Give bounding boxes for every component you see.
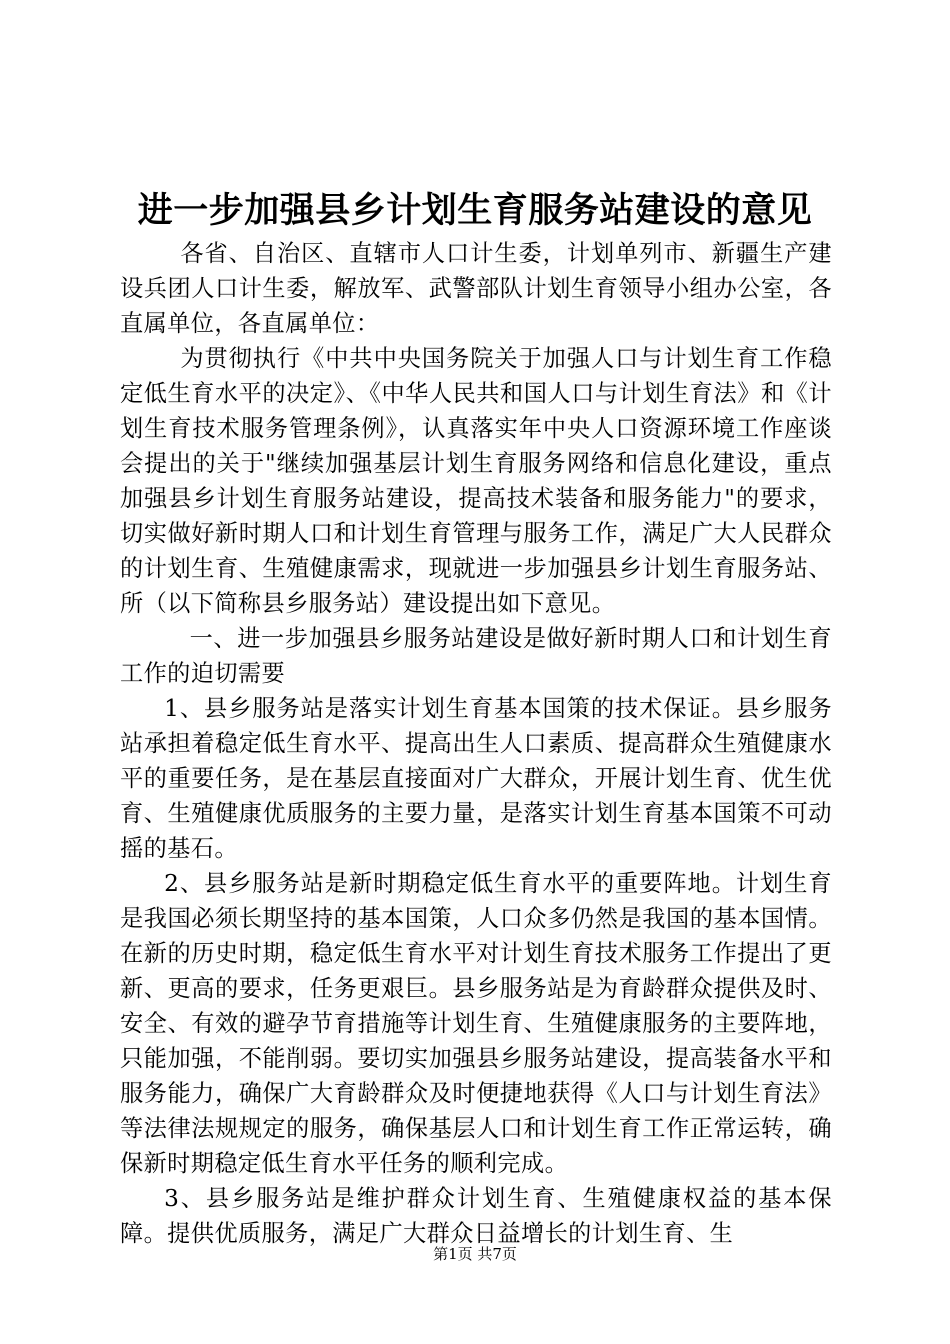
document-title: 进一步加强县乡计划生育服务站建设的意见 bbox=[137, 190, 813, 231]
section-heading-1: 一、进一步加强县乡服务站建设是做好新时期人口和计划生育工作的迫切需要 bbox=[120, 625, 832, 687]
paragraph-item-2: 2、县乡服务站是新时期稳定低生育水平的重要阵地。计划生育是我国必须长期坚持的基本国策，人口众多仍然是我国的基本国情。在新的历史时期，稳定低生育水平对计划生育技术服务工作提出了更新、更高的要求，任务更艰巨。县乡服务站是为育龄群众提供及时、安全、有效的避孕节育措施等计划生育、生殖健康服务的主要阵地，只能加强，不能削弱。要切实加强县乡服务站建设，提高装备水平和服务能力，确保广大育龄群众及时便捷地获得《人口与计划生育法》等法律法规规定的服务，确保基层人口和计划生育工作正常运转，确保新时期稳定低生育水平任务的顺利完成。 bbox=[120, 870, 832, 1177]
paragraph-item-3: 3、县乡服务站是维护群众计划生育、生殖健康权益的基本保障。提供优质服务，满足广大群众日益增长的计划生育、生 bbox=[120, 1185, 832, 1247]
paragraph-addressees: 各省、自治区、直辖市人口计生委，计划单列市、新疆生产建设兵团人口计生委，解放军、武警部队计划生育领导小组办公室，各直属单位，各直属单位： bbox=[120, 240, 832, 337]
document-body bbox=[120, 236, 832, 1251]
paragraph-preamble: 为贯彻执行《中共中央国务院关于加强人口与计划生育工作稳定低生育水平的决定》、《中华人民共和国人口与计划生育法》和《计划生育技术服务管理条例》，认真落实年中央人口资源环境工作座谈会提出的关于"继续加强基层计划生育服务网络和信息化建设，重点加强县乡计划生育服务站建设，提高技术装备和服务能力"的要求，切实做好新时期人口和计划生育管理与服务工作，满足广大人民群众的计划生育、生殖健康需求，现就进一步加强县乡计划生育服务站、所（以下简称县乡服务站）建设提出如下意见。 bbox=[120, 345, 832, 617]
page-footer: 第1页 共7页 bbox=[433, 1245, 517, 1263]
paragraph-item-1: 1、县乡服务站是落实计划生育基本国策的技术保证。县乡服务站承担着稳定低生育水平、提高出生人口素质、提高群众生殖健康水平的重要任务，是在基层直接面对广大群众，开展计划生育、优生优育、生殖健康优质服务的主要力量，是落实计划生育基本国策不可动摇的基石。 bbox=[120, 695, 832, 862]
